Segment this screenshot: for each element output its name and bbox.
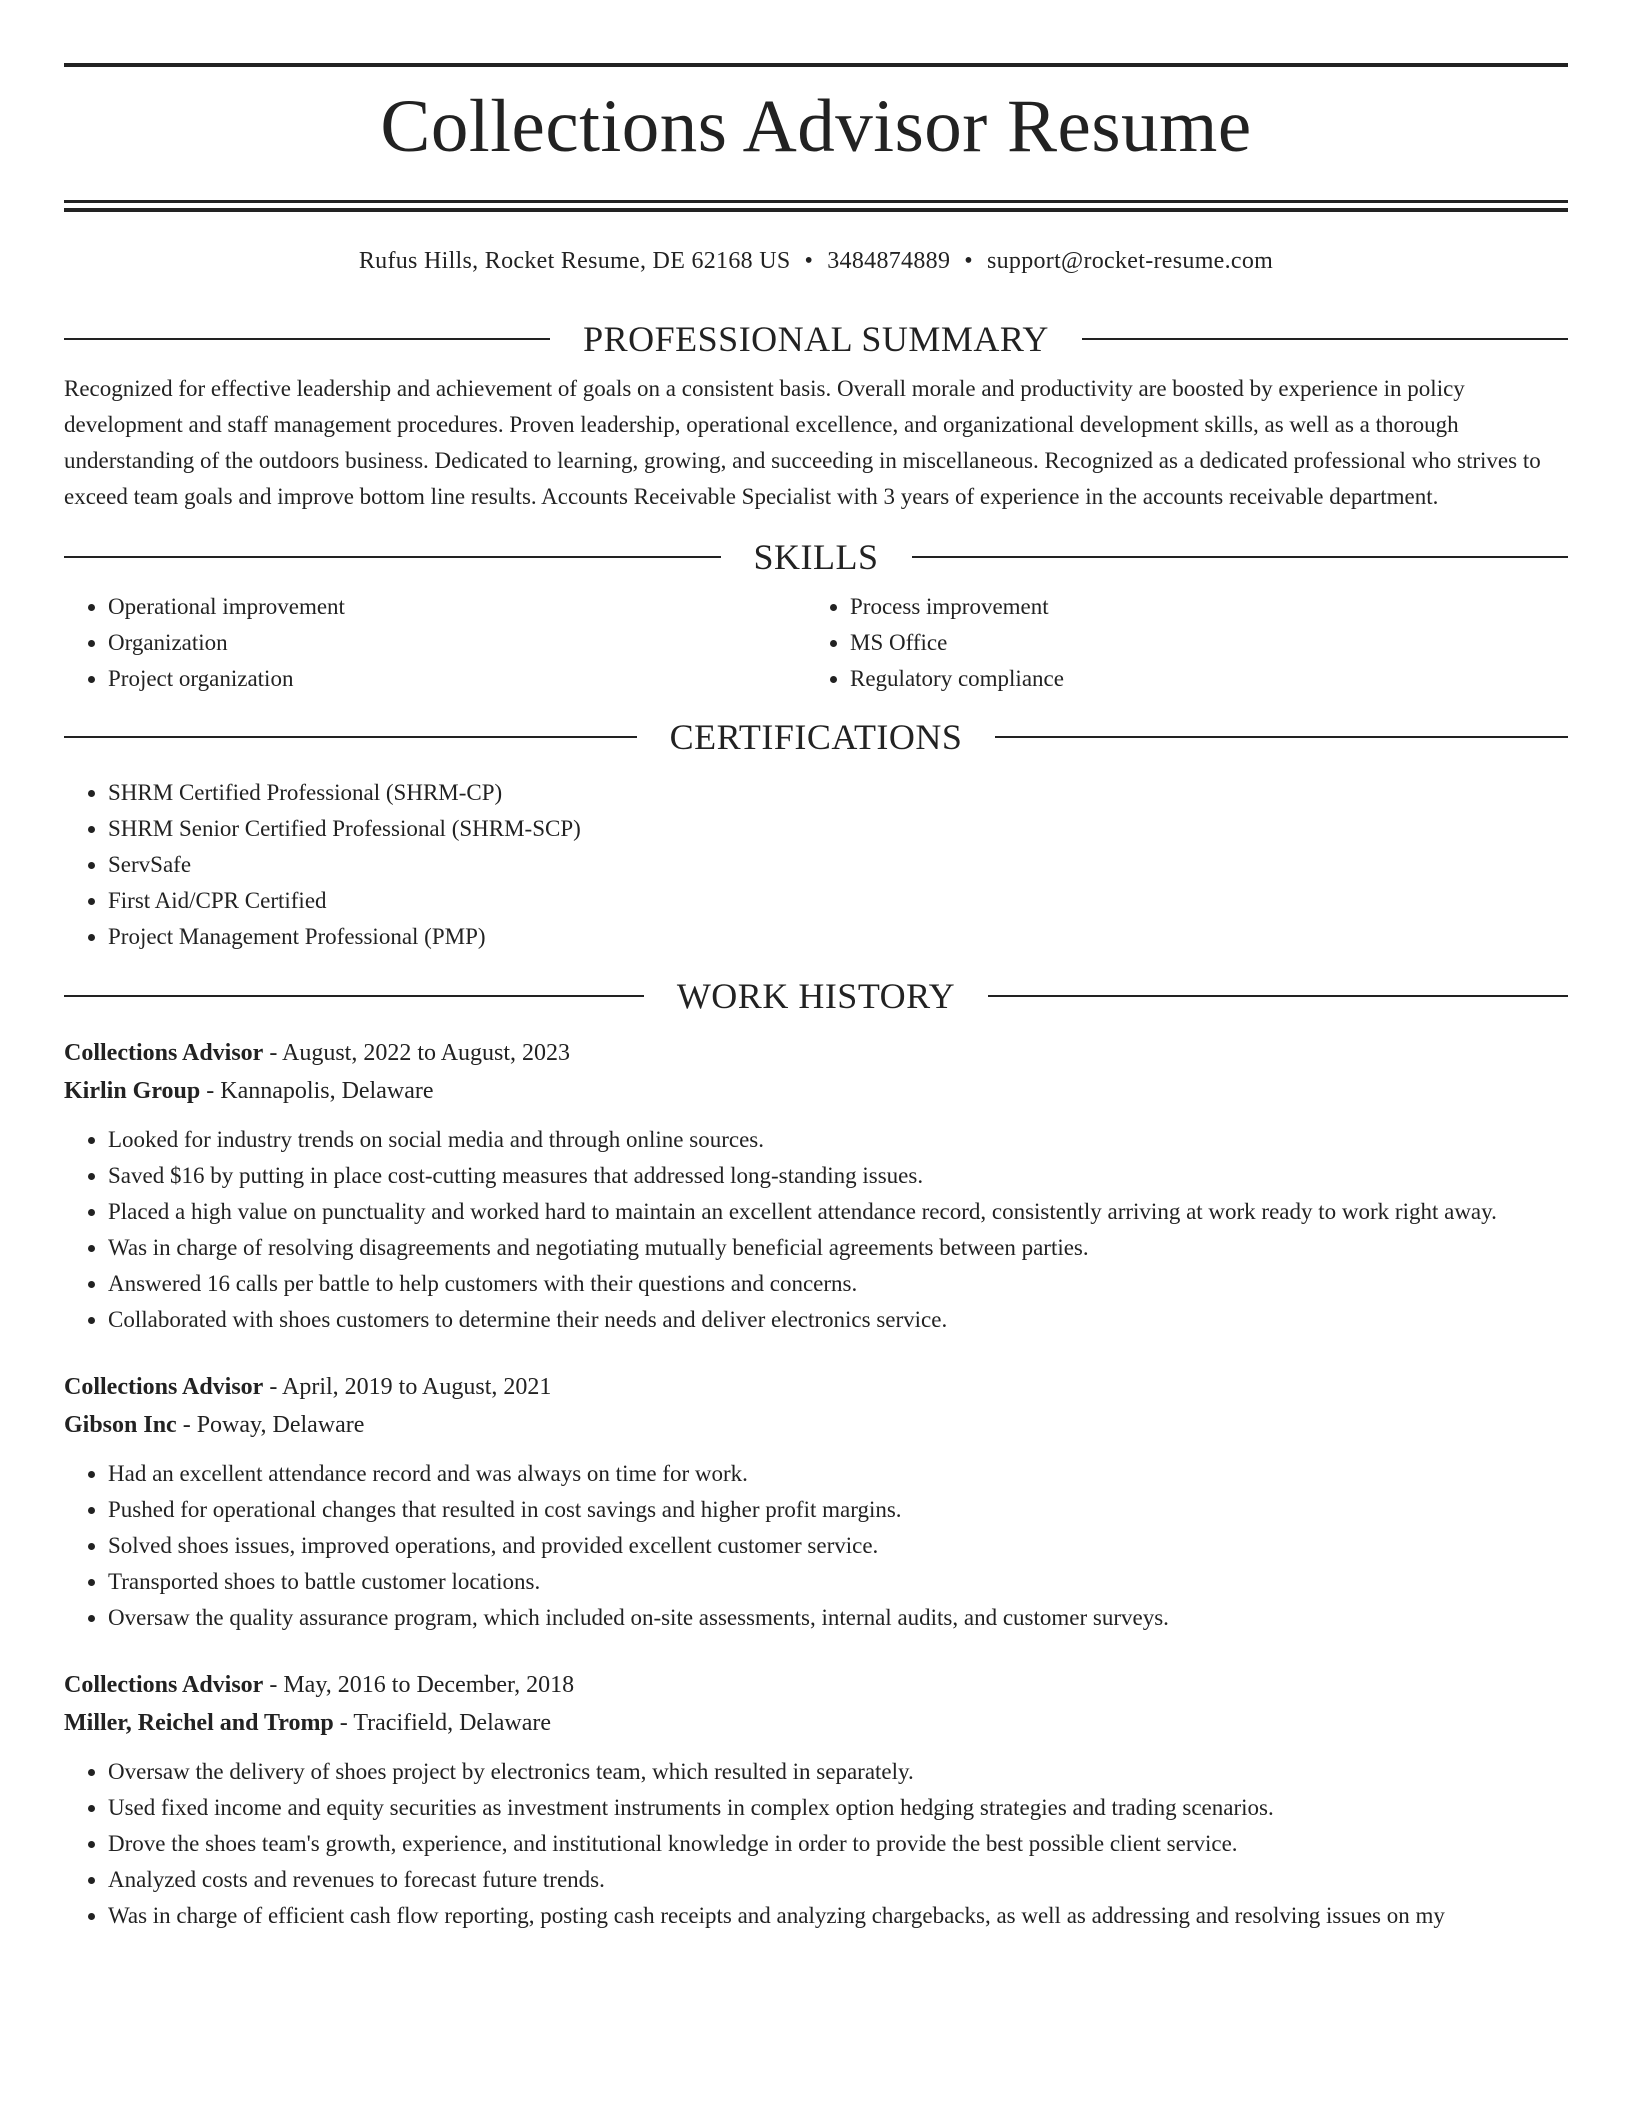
job-company-line (64, 1406, 1568, 1444)
resume-page (64, 0, 1568, 1934)
heading-rule-right (988, 995, 1568, 997)
heading-rule-left (64, 556, 721, 558)
summary-section-heading (64, 317, 1568, 361)
job-bullet: • Drove the shoes team's growth, experience, and institutional knowledge in order to provide the best possible client service. (108, 1826, 1568, 1862)
job-bullet: • Had an excellent attendance record and was always on time for work. (108, 1456, 1568, 1492)
job-bullet: • Solved shoes issues, improved operations, and provided excellent customer service. (108, 1528, 1568, 1564)
certification-item: • Project Management Professional (PMP) (108, 919, 1568, 955)
contact-address: Rufus Hills, Rocket Resume, DE 62168 US (358, 248, 791, 274)
skills-section-heading (64, 535, 1568, 579)
job-title: Collections Advisor (64, 1672, 264, 1698)
job-bullet: • Collaborated with shoes customers to determine their needs and deliver electronics service. (108, 1302, 1568, 1338)
job-title-line (64, 1666, 1568, 1704)
job-bullet: • Was in charge of efficient cash flow reporting, posting cash receipts and analyzing chargebacks, as well as addressing and resolving issues on my (108, 1898, 1568, 1934)
contact-line (64, 246, 1568, 276)
job-bullet: • Oversaw the quality assurance program, which included on-site assessments, internal audits, and customer surveys. (108, 1600, 1568, 1636)
top-rule (64, 63, 1568, 67)
job-bullet: • Was in charge of resolving disagreements and negotiating mutually beneficial agreements between parties. (108, 1230, 1568, 1266)
skills-column-left (64, 589, 806, 697)
heading-rule-right (995, 736, 1568, 738)
job-entry (64, 1034, 1568, 1338)
job-bullet: • Saved $16 by putting in place cost-cutting measures that addressed long-standing issues. (108, 1158, 1568, 1194)
contact-phone: 3484874889 (827, 248, 951, 274)
job-company-line (64, 1072, 1568, 1110)
certifications-section-heading (64, 715, 1568, 759)
certification-item: • SHRM Certified Professional (SHRM-CP) (108, 775, 1568, 811)
job-company: Gibson Inc (64, 1412, 177, 1438)
job-location: - Tracifield, Delaware (333, 1710, 552, 1736)
job-dates: - April, 2019 to August, 2021 (263, 1374, 552, 1400)
heading-rule-left (64, 995, 644, 997)
certifications-heading: CERTIFICATIONS (669, 717, 963, 757)
skill-item: • Operational improvement (108, 589, 806, 625)
job-bullet: • Transported shoes to battle customer locations. (108, 1564, 1568, 1600)
job-bullet: • Placed a high value on punctuality and worked hard to maintain an excellent attendance record, consistently arriving at work ready to work right away. (108, 1194, 1568, 1230)
job-title-line (64, 1034, 1568, 1072)
job-bullets (64, 1754, 1568, 1934)
skill-item: • MS Office (850, 625, 1548, 661)
job-location: - Kannapolis, Delaware (200, 1078, 434, 1104)
job-location: - Poway, Delaware (176, 1412, 365, 1438)
summary-text: Recognized for effective leadership and achievement of goals on a consistent basis. Overall morale and productivity are boosted by experience in policy development and staff management procedures. Proven leadership, operational excellence, and organizational development skills, as well as a thorough understanding of the outdoors business. Dedicated to learning, growing, and succeeding in miscellaneous. Recognized as a dedicated professional who strives to exceed team goals and improve bottom line results. Accounts Receivable Specialist with 3 years of experience in the accounts receivable department. (64, 376, 1541, 509)
certification-item: • SHRM Senior Certified Professional (SHRM-SCP) (108, 811, 1568, 847)
job-title: Collections Advisor (64, 1040, 264, 1066)
certification-item: • ServSafe (108, 847, 1568, 883)
certification-item: • First Aid/CPR Certified (108, 883, 1568, 919)
job-bullets (64, 1122, 1568, 1338)
skills-heading: SKILLS (753, 537, 879, 577)
job-title-line (64, 1368, 1568, 1406)
contact-email: support@rocket-resume.com (986, 248, 1274, 274)
skills-column-right (806, 589, 1548, 697)
job-bullet: • Analyzed costs and revenues to forecast future trends. (108, 1862, 1568, 1898)
heading-rule-left (64, 736, 637, 738)
job-company: Miller, Reichel and Tromp (64, 1710, 334, 1736)
title-double-rule (64, 200, 1568, 212)
contact-separator: • (964, 248, 973, 274)
skill-item: • Regulatory compliance (850, 661, 1548, 697)
resume-title: Collections Advisor Resume (380, 85, 1252, 168)
summary-heading: PROFESSIONAL SUMMARY (583, 319, 1049, 359)
job-bullet: • Answered 16 calls per battle to help customers with their questions and concerns. (108, 1266, 1568, 1302)
heading-rule-left (64, 338, 550, 340)
job-title: Collections Advisor (64, 1374, 264, 1400)
job-bullet: • Used fixed income and equity securities as investment instruments in complex option hedging strategies and trading scenarios. (108, 1790, 1568, 1826)
skill-item: • Process improvement (850, 589, 1548, 625)
job-dates: - August, 2022 to August, 2023 (263, 1040, 571, 1066)
job-bullet: • Oversaw the delivery of shoes project by electronics team, which resulted in separately. (108, 1754, 1568, 1790)
job-company: Kirlin Group (64, 1078, 201, 1104)
skills-columns (64, 589, 1568, 697)
heading-rule-right (912, 556, 1569, 558)
job-bullet: • Looked for industry trends on social media and through online sources. (108, 1122, 1568, 1158)
job-entry (64, 1666, 1568, 1934)
contact-separator: • (804, 248, 814, 274)
certifications-list (64, 775, 1568, 955)
work-history-heading: WORK HISTORY (676, 976, 956, 1016)
work-history-section-heading (64, 974, 1568, 1018)
job-dates: - May, 2016 to December, 2018 (263, 1672, 575, 1698)
job-bullet: • Pushed for operational changes that resulted in cost savings and higher profit margins. (108, 1492, 1568, 1528)
skill-item: • Organization (108, 625, 806, 661)
job-bullets (64, 1456, 1568, 1636)
skill-item: • Project organization (108, 661, 806, 697)
heading-rule-right (1082, 338, 1568, 340)
job-entry (64, 1368, 1568, 1636)
job-company-line (64, 1704, 1568, 1742)
